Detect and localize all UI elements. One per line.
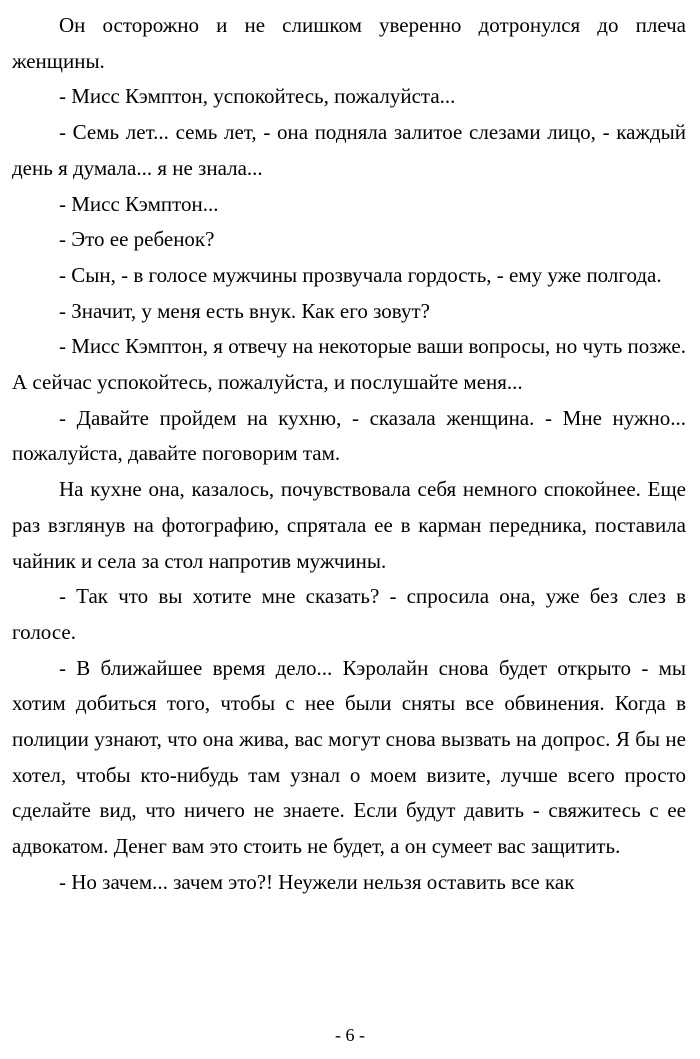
paragraph: - Так что вы хотите мне сказать? - спросила она, уже без слез в голосе. bbox=[12, 584, 686, 644]
paragraph: - Значит, у меня есть внук. Как его зовут? bbox=[59, 298, 430, 323]
paragraph: - Семь лет... семь лет, - она подняла залитое слезами лицо, - каждый день я думала... я не знала... bbox=[12, 120, 686, 180]
paragraph: - Мисс Кэмптон, успокойтесь, пожалуйста... bbox=[59, 84, 456, 109]
page-body-text bbox=[12, 8, 686, 901]
paragraph: - Мисс Кэмптон... bbox=[59, 191, 219, 216]
paragraph: - Сын, - в голосе мужчины прозвучала гордость, - ему уже полгода. bbox=[59, 262, 662, 287]
paragraph: - Но зачем... зачем это?! Неужели нельзя оставить все как bbox=[59, 869, 575, 894]
page-number: - 6 - bbox=[335, 1025, 365, 1045]
paragraph: - Давайте пройдем на кухню, - сказала женщина. - Мне нужно... пожалуйста, давайте поговорим там. bbox=[12, 405, 686, 466]
paragraph: - Это ее ребенок? bbox=[59, 227, 215, 252]
paragraph: - Мисс Кэмптон, я отвечу на некоторые ваши вопросы, но чуть позже. А сейчас успокойтесь, пожалуйста, и послушайте меня... bbox=[12, 334, 686, 395]
paragraph: Он осторожно и не слишком уверенно дотронулся до плеча женщины. bbox=[12, 13, 686, 73]
paragraph: - В ближайшее время дело... Кэролайн снова будет открыто - мы хотим добиться того, чтобы с нее были сняты все обвинения. Когда в полиции узнают, что она жива, вас могут снова вызвать на допрос. Я бы не хотел, чтобы кто-нибудь там узнал о моем визите, лучше всего просто сделайте вид, что ничего не знаете. Если будут давить - свяжитесь с ее адвокатом. Денег вам это стоить не будет, а он сумеет вас защитить. bbox=[12, 655, 686, 859]
paragraph: На кухне она, казалось, почувствовала себя немного спокойнее. Еще раз взглянув на фотографию, спрятала ее в карман передника, поставила чайник и села за стол напротив мужчины. bbox=[12, 477, 686, 573]
